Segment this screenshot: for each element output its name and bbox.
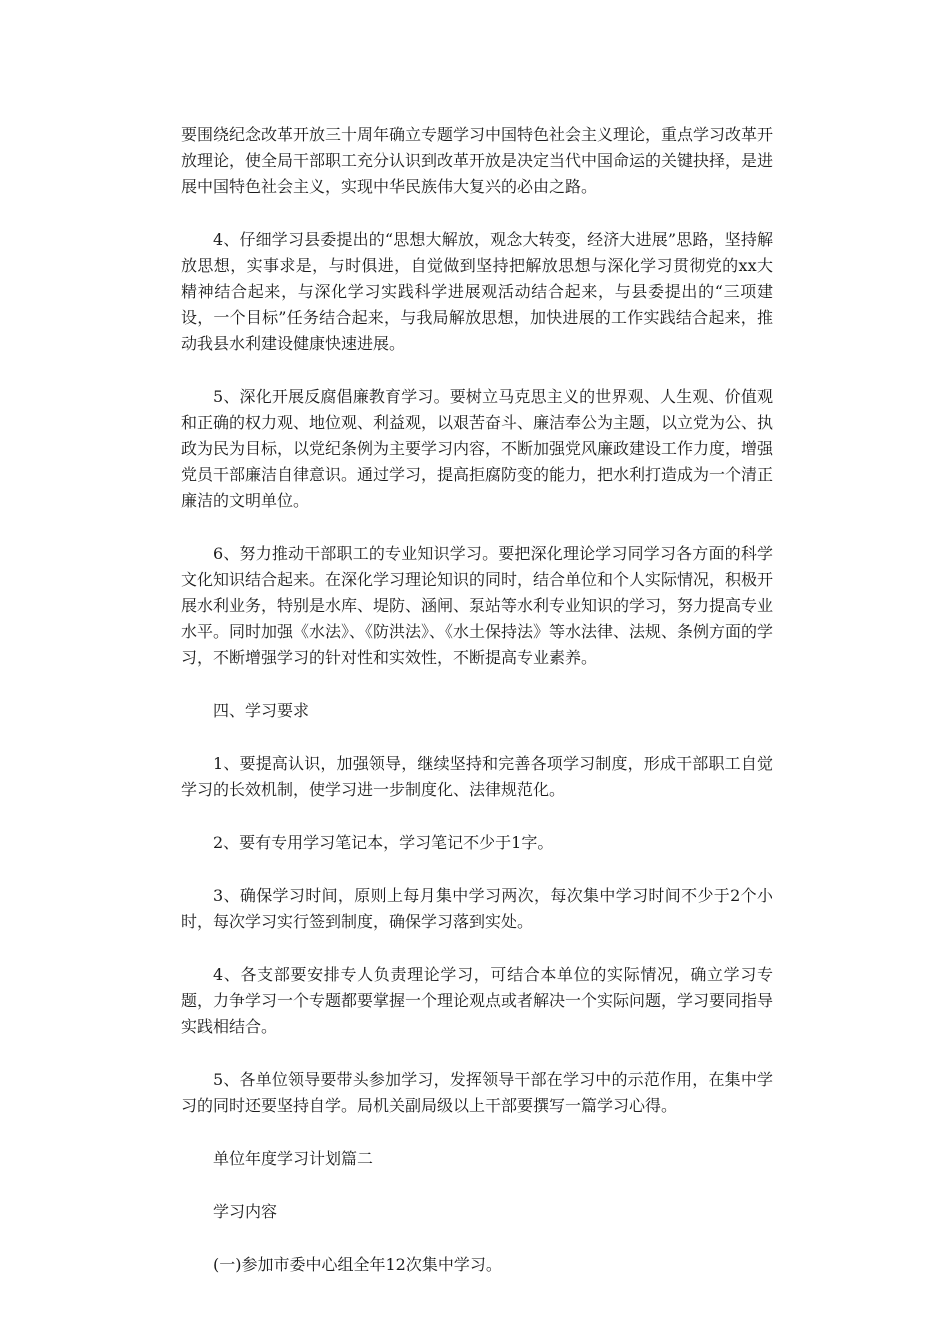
section-title-plan-two: 单位年度学习计划篇二 bbox=[213, 1149, 374, 1168]
paragraph-requirement-3: 3、确保学习时间，原则上每月集中学习两次，每次集中学习时间不少于2个小时，每次学习实行签到制度，确保学习落到实处。 bbox=[181, 886, 773, 931]
paragraph-requirement-5: 5、各单位领导要带头参加学习，发挥领导干部在学习中的示范作用，在集中学习的同时还要坚持自学。局机关副局级以上干部要撰写一篇学习心得。 bbox=[181, 1070, 773, 1115]
paragraph-item-5-anticorruption: 5、深化开展反腐倡廉教育学习。要树立马克思主义的世界观、人生观、价值观和正确的权力观、地位观、利益观，以艰苦奋斗、廉洁奉公为主题，以立党为公、执政为民为目标，以党纪条例为主要学习内容，不断加强党风廉政建设工作力度，增强党员干部廉洁自律意识。通过学习，提高拒腐防变的能力，把水利打造成为一个清正廉洁的文明单位。 bbox=[181, 387, 774, 510]
section-heading-requirements: 四、学习要求 bbox=[213, 701, 310, 720]
paragraph-item-6-professional: 6、努力推动干部职工的专业知识学习。要把深化理论学习同学习各方面的科学文化知识结合起来。在深化学习理论知识的同时，结合单位和个人实际情况，积极开展水利业务，特别是水库、堤防、涵闸、泵站等水利专业知识的学习，努力提高专业水平。同时加强《水法》、《防洪法》、《水土保持法》等水法律、法规、条例方面的学习，不断增强学习的针对性和实效性，不断提高专业素养。 bbox=[181, 544, 774, 667]
section-heading-content: 学习内容 bbox=[213, 1202, 278, 1221]
paragraph-requirement-1: 1、要提高认识，加强领导，继续坚持和完善各项学习制度，形成干部职工自觉学习的长效机制，使学习进一步制度化、法律规范化。 bbox=[181, 754, 773, 799]
paragraph-requirement-2: 2、要有专用学习笔记本，学习笔记不少于1字。 bbox=[213, 833, 554, 852]
paragraph-requirement-4: 4、各支部要安排专人负责理论学习，可结合本单位的实际情况，确立学习专题，力争学习一个专题都要掌握一个理论观点或者解决一个实际问题，学习要同指导实践相结合。 bbox=[181, 965, 774, 1036]
paragraph-content-item-1: (一)参加市委中心组全年12次集中学习。 bbox=[213, 1255, 502, 1274]
document-body bbox=[181, 122, 773, 1305]
paragraph-item-4-study: 4、仔细学习县委提出的“思想大解放，观念大转变，经济大进展”思路，坚持解放思想，实事求是，与时俱进，自觉做到坚持把解放思想与深化学习贯彻党的xx大精神结合起来，与深化学习实践科学进展观活动结合起来，与县委提出的“三项建设，一个目标”任务结合起来，与我局解放思想，加快进展的工作实践结合起来，推动我县水利建设健康快速进展。 bbox=[181, 230, 773, 353]
paragraph-reform-theory: 要围绕纪念改革开放三十周年确立专题学习中国特色社会主义理论，重点学习改革开放理论，使全局干部职工充分认识到改革开放是决定当代中国命运的关键抉择，是进展中国特色社会主义，实现中华民族伟大复兴的必由之路。 bbox=[181, 125, 774, 196]
